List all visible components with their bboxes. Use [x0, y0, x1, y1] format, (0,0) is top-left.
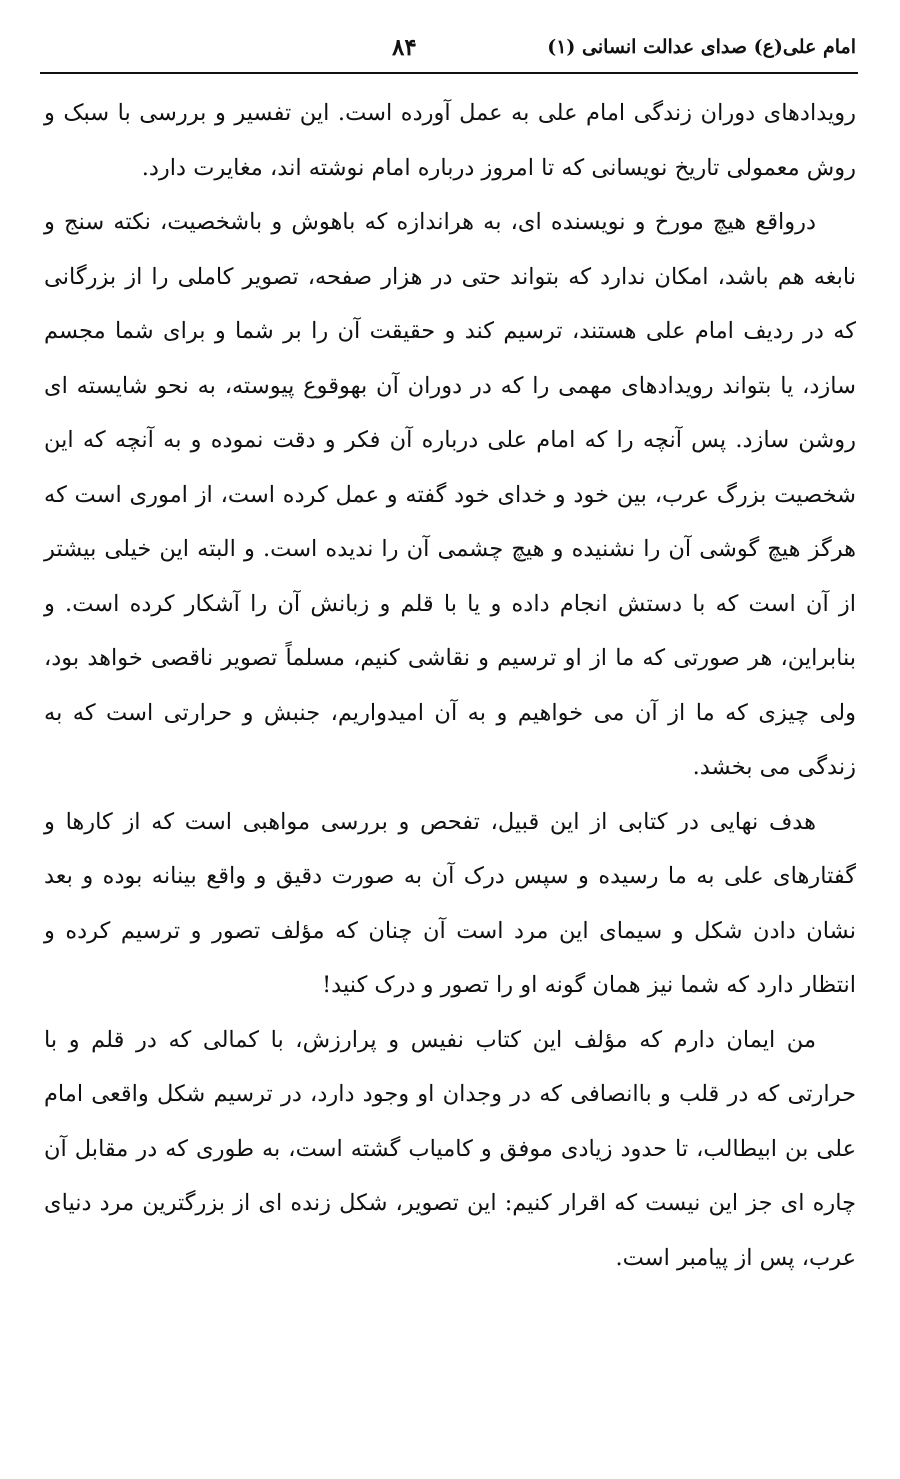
page-number: ۸۴ [392, 34, 417, 61]
paragraph: درواقع هیچ مورخ و نویسنده ای، به هراندازه که باهوش و باشخصیت، نکته سنج و نابغه هم باشد، امکان ندارد که بتواند حتی در هزار صفحه، تصویر کاملی را از بزرگانی که در ردیف امام علی هستند، ترسیم کند و حقیقت آن را بر شما و برای شما مجسم سازد، یا بتواند رویدادهای مهمی را که در دوران آن بهوقوع پیوسته، به نحو شایسته ای روشن سازد. پس آنچه را که امام علی درباره آن فکر و دقت نموده و به آنچه که این شخصیت بزرگ عرب، بین خود و خدای خود گفته و عمل کرده است، از اموری است که هرگز هیچ گوشی آن را نشنیده و هیچ چشمی آن را ندیده است. و البته این خیلی بیشتر از آن است که با دستش انجام داده و یا با قلم و زبانش آن را آشکار کرده است. و بنابراین، هر صورتی که ما از او ترسیم و نقاشی کنیم، مسلماً تصویر ناقصی خواهد بود، ولی چیزی که ما از آن می خواهیم و به آن امیدواریم، جنبش و حرارتی است که به زندگی می بخشد. [44, 209, 856, 780]
header-title: امام علی(ع) صدای عدالت انسانی (۱) [547, 36, 856, 58]
paragraph: هدف نهایی در کتابی از این قبیل، تفحص و بررسی مواهبی است که از کارها و گفتارهای علی به ما رسیده و سپس درک آن به صورت دقیق و واقع بینانه بوده و بعد نشان دادن شکل و سیمای این مرد است آن چنان که مؤلف تصور و ترسیم کرده و انتظار دارد که شما نیز همان گونه او را تصور و درک کنید! [44, 808, 856, 998]
body-text [44, 86, 856, 1285]
running-header [44, 34, 856, 68]
header-divider [40, 72, 858, 74]
paragraph: رویدادهای دوران زندگی امام علی به عمل آورده است. این تفسیر و بررسی با سبک و روش معمولی تاریخ نویسانی که تا امروز درباره امام نوشته اند، مغایرت دارد. [44, 100, 856, 181]
book-page [44, 0, 856, 1479]
paragraph: من ایمان دارم که مؤلف این کتاب نفیس و پرارزش، با کمالی که در قلم و با حرارتی که در قلب و باانصافی که در وجدان او وجود دارد، در ترسیم شکل واقعی امام علی بن ابیطالب، تا حدود زیادی موفق و کامیاب گشته است، به طوری که در مقابل آن چاره ای جز این نیست که اقرار کنیم: این تصویر، شکل زنده ای از بزرگترین مرد دنیای عرب، پس از پیامبر است. [44, 1026, 856, 1271]
